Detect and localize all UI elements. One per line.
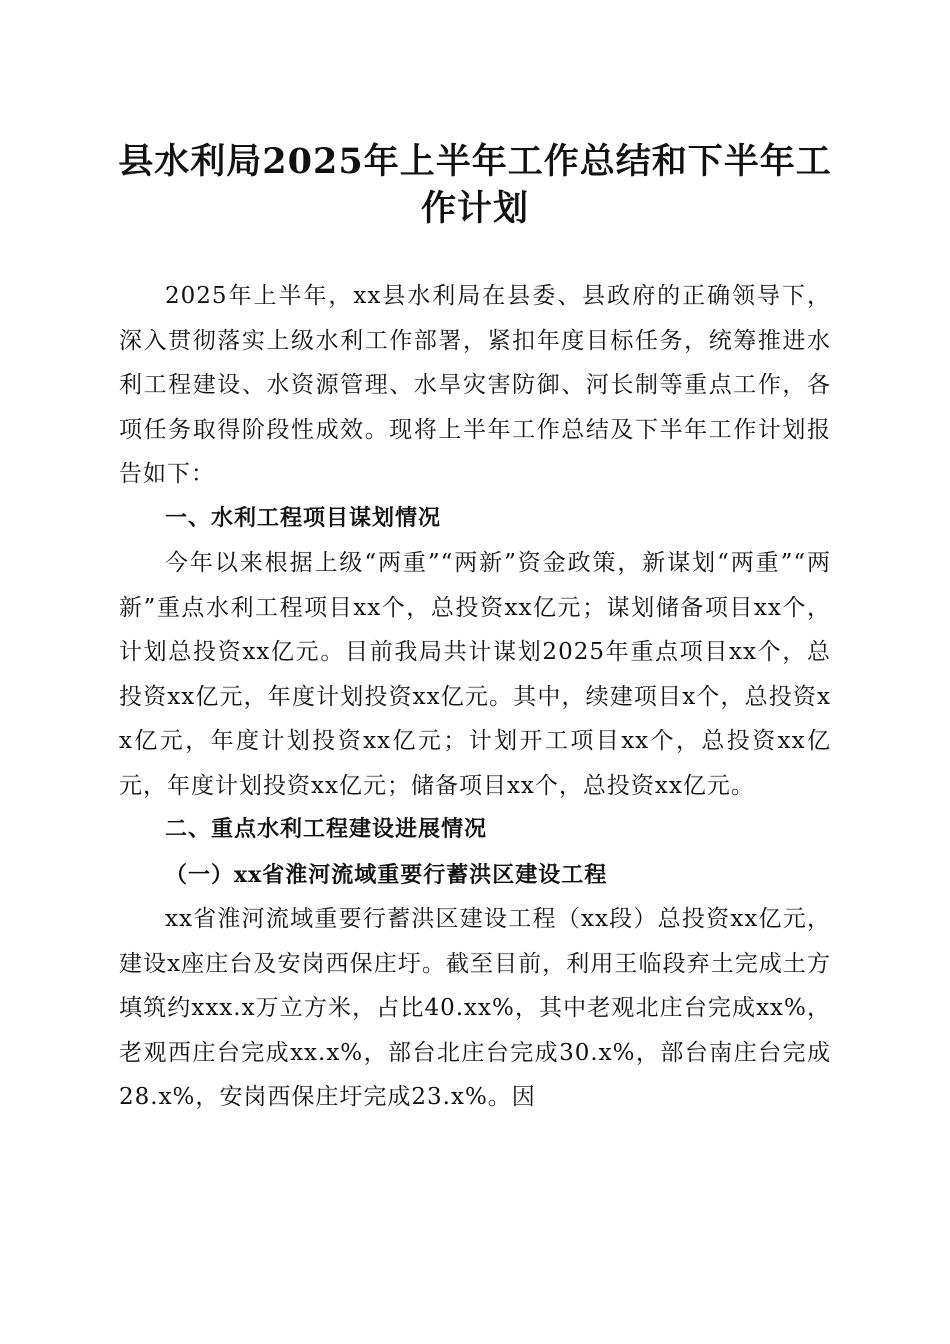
- document-title: [95, 138, 855, 232]
- section-1-heading: 一、水利工程项目谋划情况: [165, 505, 442, 531]
- section-2-sub-1-paragraph: xx省淮河流域重要行蓄洪区建设工程（xx段）总投资xx亿元，建设x座庄台及安岗西保庄圩。截至目前，利用王临段弃土完成土方填筑约xxx.x万立方米，占比40.xx%，其中老观北庄台完成xx%，老观西庄台完成xx.x%，部台北庄台完成30.x%，部台南庄台完成28.x%，安岗西保庄圩完成23.x%。因: [119, 906, 831, 1110]
- intro-paragraph: 2025年上半年，xx县水利局在县委、县政府的正确领导下，深入贯彻落实上级水利工作部署，紧扣年度目标任务，统筹推进水利工程建设、水资源管理、水旱灾害防御、河长制等重点工作，各项任务取得阶段性成效。现将上半年工作总结及下半年工作计划报告如下：: [119, 283, 831, 487]
- section-2-heading: 二、重点水利工程建设进展情况: [165, 817, 488, 842]
- document-title-line-2: 作计划: [420, 188, 529, 229]
- document-title-line-1: 县水利局2025年上半年工作总结和下半年工: [118, 141, 832, 182]
- section-1-paragraph: 今年以来根据上级“两重”“两新”资金政策，新谋划“两重”“两新”重点水利工程项目xx个，总投资xx亿元；谋划储备项目xx个，计划总投资xx亿元。目前我局共计谋划2025年重点项目xx个，总投资xx亿元，年度计划投资xx亿元。其中，续建项目x个，总投资xx亿元，年度计划投资xx亿元；计划开工项目xx个，总投资xx亿元，年度计划投资xx亿元；储备项目xx个，总投资xx亿元。: [119, 550, 831, 799]
- document-body: [119, 274, 831, 1120]
- section-2-subheading-1: （一）xx省淮河流域重要行蓄洪区建设工程: [165, 861, 608, 888]
